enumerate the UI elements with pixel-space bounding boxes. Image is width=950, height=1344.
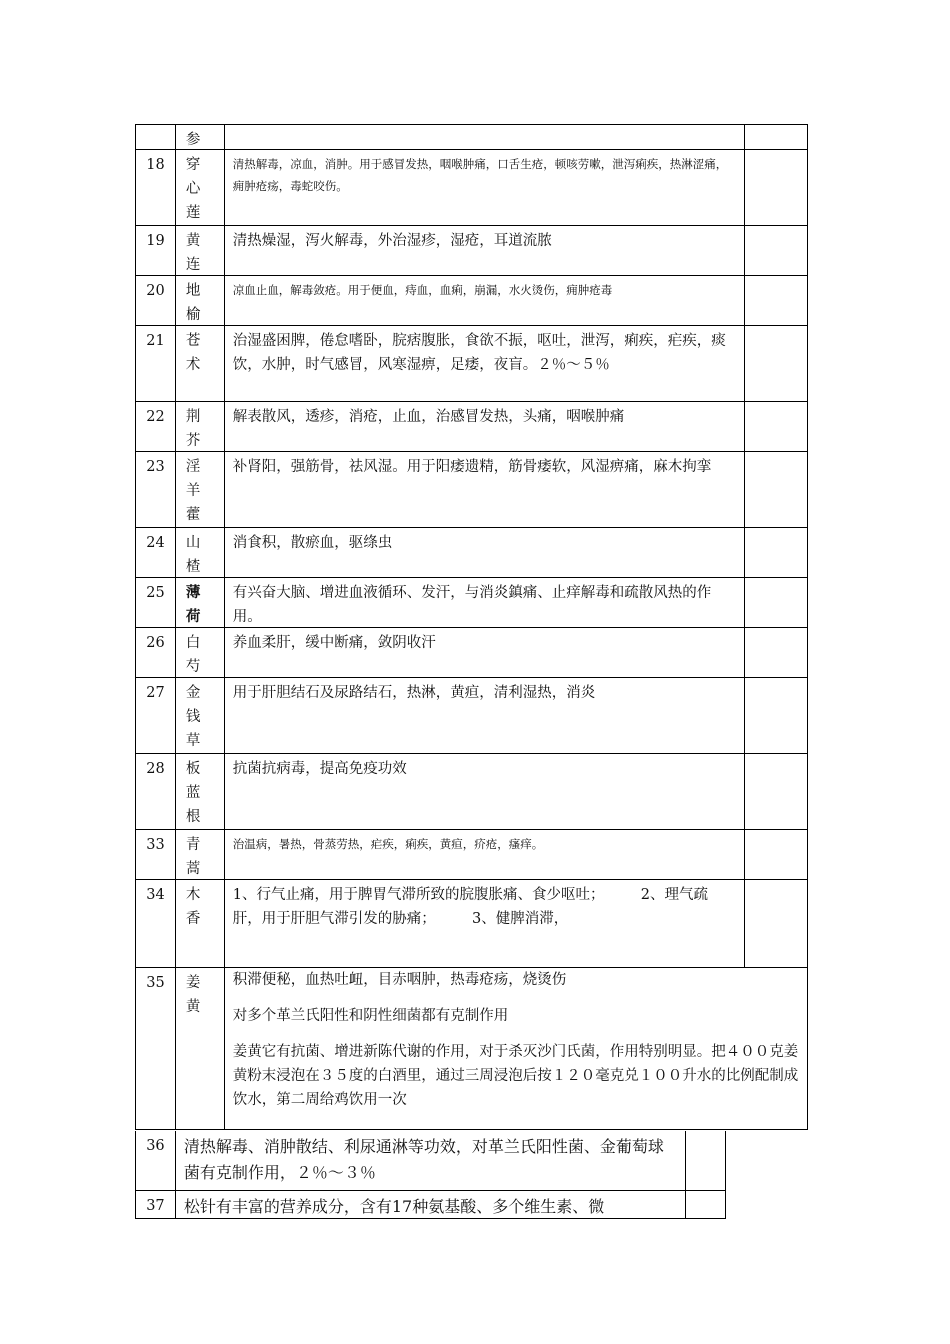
table-row xyxy=(135,578,808,628)
herb-effect: 用于肝胆结石及尿路结石，热淋，黄疸，清利湿热，消炎 xyxy=(225,678,745,753)
row-number: 19 xyxy=(136,226,176,275)
table-row xyxy=(135,150,808,226)
herb-effect xyxy=(225,125,745,149)
row-number: 28 xyxy=(136,754,176,829)
herb-name: 地 榆 xyxy=(176,276,225,325)
herb-effect: 解表散风，透疹，消疮，止血，治感冒发热，头痛，咽喉肿痛 xyxy=(225,402,745,451)
table-row xyxy=(135,880,808,968)
empty-cell xyxy=(686,1191,725,1218)
table-row xyxy=(135,124,808,150)
herb-name: 山 楂 xyxy=(176,528,225,577)
herb-effect: 松针有丰富的营养成分，含有17种氨基酸、多个维生素、微 xyxy=(176,1191,686,1218)
herb-name: 金 钱 草 xyxy=(176,678,225,753)
empty-cell xyxy=(745,880,807,967)
row-number: 34 xyxy=(136,880,176,967)
row-number: 35 xyxy=(136,968,176,1129)
herb-name: 穿 心 莲 xyxy=(176,150,225,225)
table-row xyxy=(135,968,808,1130)
empty-cell xyxy=(745,528,807,577)
empty-cell xyxy=(745,326,807,401)
table-row xyxy=(135,402,808,452)
empty-cell xyxy=(745,226,807,275)
empty-cell xyxy=(745,628,807,677)
table-row xyxy=(135,452,808,528)
herb-effect: 有兴奋大脑、增进血液循环、发汗，与消炎鎮痛、止痒解毒和疏散风热的作用。 xyxy=(225,578,745,627)
herb-name: 淫 羊 藿 xyxy=(176,452,225,527)
herb-name: 木 香 xyxy=(176,880,225,967)
table-row xyxy=(135,1131,726,1191)
table-row xyxy=(135,678,808,754)
herb-name: 白 芍 xyxy=(176,628,225,677)
herb-effect: 清热解毒、消肿散结、利尿通淋等功效，对革兰氏阳性菌、金葡萄球菌有克制作用，２％～３％ xyxy=(176,1131,686,1190)
herb-effect: 治湿盛困脾，倦怠嗜卧，脘痞腹胀，食欲不振，呕吐，泄泻，痢疾，疟疾，痰饮，水肿，时气感冒，风寒湿痹，足痿，夜盲。２％～５％ xyxy=(225,326,745,401)
empty-cell xyxy=(686,1131,725,1190)
row-number: 18 xyxy=(136,150,176,225)
row-number: 33 xyxy=(136,830,176,879)
row-number: 20 xyxy=(136,276,176,325)
row-number: 25 xyxy=(136,578,176,627)
empty-cell xyxy=(745,402,807,451)
herb-effect: 清热燥湿，泻火解毒，外治湿疹，湿疮，耳道流脓 xyxy=(225,226,745,275)
table-row xyxy=(135,628,808,678)
herb-table xyxy=(135,124,808,1130)
herb-name: 苍 术 xyxy=(176,326,225,401)
row-number: 23 xyxy=(136,452,176,527)
herb-name: 参 xyxy=(176,125,225,149)
empty-cell xyxy=(745,830,807,879)
table-row xyxy=(135,528,808,578)
table-row xyxy=(135,1191,726,1219)
herb-effect: 清热解毒，凉血，消肿。用于感冒发热，咽喉肿痛，口舌生疮，顿咳劳嗽，泄泻痢疾，热淋涩痛，痈肿疮疡，毒蛇咬伤。 xyxy=(225,150,745,225)
empty-cell xyxy=(745,276,807,325)
herb-name: 青 蒿 xyxy=(176,830,225,879)
herb-table-continued xyxy=(135,1131,726,1219)
effect-paragraph: 积滞便秘，血热吐衄，目赤咽肿，热毒疮疡，烧烫伤 xyxy=(232,972,567,988)
herb-name: 板 蓝 根 xyxy=(176,754,225,829)
herb-effect: 凉血止血，解毒敛疮。用于便血，痔血，血痢，崩漏，水火烫伤，痈肿疮毒 xyxy=(225,276,745,325)
empty-cell xyxy=(745,754,807,829)
herb-name: 黄 连 xyxy=(176,226,225,275)
herb-effect: 消食积，散瘀血，驱绦虫 xyxy=(225,528,745,577)
row-number: 36 xyxy=(136,1131,176,1190)
empty-cell xyxy=(745,150,807,225)
herb-effect: 1、行气止痛，用于脾胃气滞所致的脘腹胀痛、食少呕吐； 2、理气疏肝，用于肝胆气滞引发的胁痛； 3、健脾消滞， xyxy=(225,880,745,967)
effect-paragraph: 对多个革兰氏阳性和阴性细菌都有克制作用 xyxy=(232,1008,509,1024)
herb-effect xyxy=(225,968,807,1129)
row-number xyxy=(136,125,176,149)
table-row xyxy=(135,226,808,276)
herb-name: 薄 荷 xyxy=(176,578,225,627)
empty-cell xyxy=(745,125,807,149)
row-number: 37 xyxy=(136,1191,176,1218)
table-row xyxy=(135,754,808,830)
herb-effect: 治温病，暑热，骨蒸劳热，疟疾，痢疾，黄疸，疥疮，瘙痒。 xyxy=(225,830,745,879)
row-number: 26 xyxy=(136,628,176,677)
effect-paragraph: 姜黄它有抗菌、增进新陈代谢的作用，对于杀灭沙门氏菌，作用特别明显。把４００克姜黄粉末浸泡在３５度的白酒里，通过三周浸泡后按１２０毫克兑１００升水的比例配制成饮水，第二周给鸡饮用一次 xyxy=(232,1044,799,1108)
empty-cell xyxy=(745,578,807,627)
row-number: 24 xyxy=(136,528,176,577)
table-row xyxy=(135,276,808,326)
row-number: 21 xyxy=(136,326,176,401)
table-row xyxy=(135,326,808,402)
herb-effect: 抗菌抗病毒，提高免疫功效 xyxy=(225,754,745,829)
herb-effect: 养血柔肝，缓中断痛，敛阴收汗 xyxy=(225,628,745,677)
table-row xyxy=(135,830,808,880)
empty-cell xyxy=(745,452,807,527)
herb-name: 荆 芥 xyxy=(176,402,225,451)
herb-name: 姜 黄 xyxy=(176,968,225,1129)
empty-cell xyxy=(745,678,807,753)
row-number: 22 xyxy=(136,402,176,451)
row-number: 27 xyxy=(136,678,176,753)
herb-effect: 补肾阳，强筋骨，祛风湿。用于阳痿遗精，筋骨痿软，风湿痹痛，麻木拘挛 xyxy=(225,452,745,527)
